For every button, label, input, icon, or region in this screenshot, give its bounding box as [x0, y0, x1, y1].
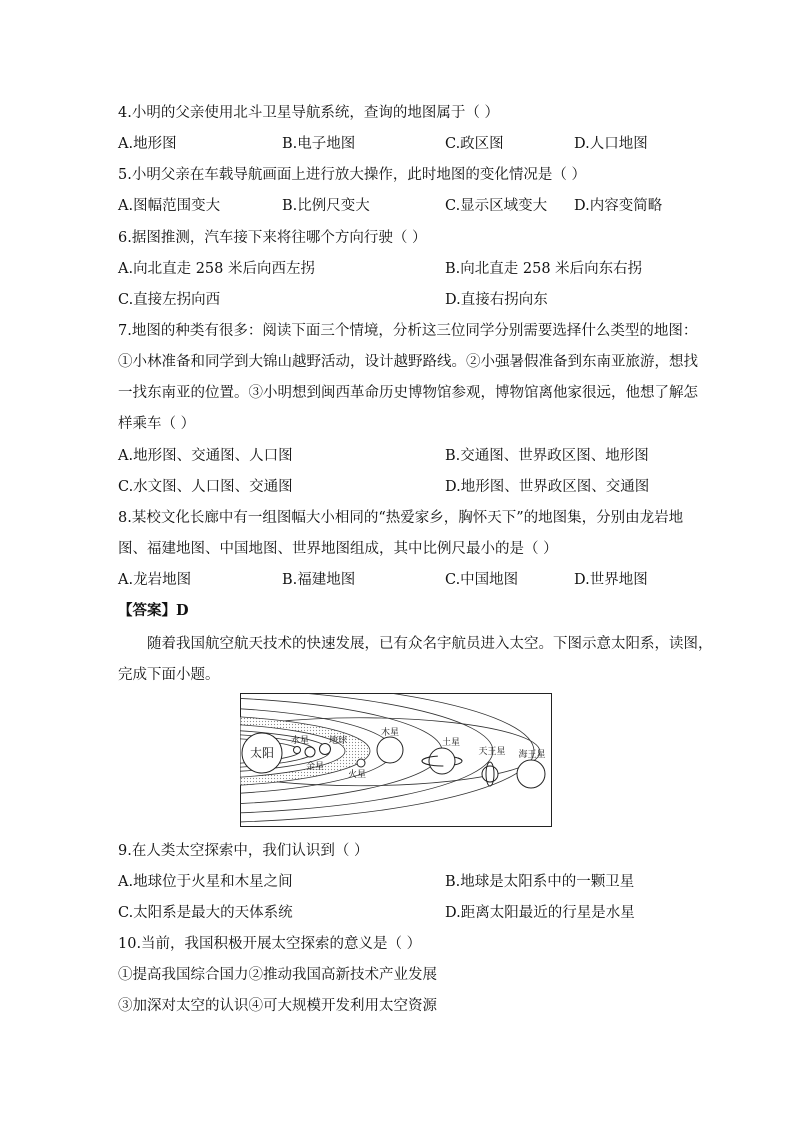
sun-label: 太阳 [249, 746, 275, 760]
mercury-body [294, 747, 301, 754]
saturn-body [429, 748, 455, 774]
mars-body [357, 759, 365, 767]
question-5-stem: 5.小明父亲在车载导航画面上进行放大操作，此时地图的变化情况是（ ） [118, 167, 586, 183]
uranus-label: 天王星 [478, 747, 506, 757]
q7-option-a[interactable]: A.地形图、交通图、人口图 [118, 448, 293, 464]
solar-system-figure [240, 693, 552, 827]
question-7-stem-line-2: ①小林准备和同学到大锦山越野活动，设计越野路线。②小强暑假准备到东南亚旅游，想找 [118, 354, 698, 370]
q8-option-b[interactable]: B.福建地图 [282, 572, 356, 588]
question-7-stem-line-1: 7.地图的种类有很多：阅读下面三个情境，分析这三位同学分别需要选择什么类型的地图： [118, 323, 698, 339]
jupiter-label: 木星 [380, 728, 400, 738]
uranus-body [482, 766, 498, 782]
mercury-label: 水星 [290, 736, 310, 746]
question-7-stem-line-3: 一找东南亚的位置。③小明想到闽西革命历史博物馆参观，博物馆离他家很远，他想了解怎 [118, 385, 698, 401]
q8-option-a[interactable]: A.龙岩地图 [118, 572, 192, 588]
q9-option-b[interactable]: B.地球是太阳系中的一颗卫星 [445, 874, 635, 890]
mars-label: 火星 [347, 770, 367, 780]
question-8-stem-line-2: 图、福建地图、中国地图、世界地图组成，其中比例尺最小的是（ ） [118, 541, 558, 557]
neptune-label: 海王星 [518, 750, 546, 760]
q5-option-d[interactable]: D.内容变简略 [574, 198, 663, 214]
venus-label: 金星 [305, 762, 325, 772]
question-9-stem: 9.在人类太空探索中，我们认识到（ ） [118, 843, 369, 859]
q10-statement-line-2: ③加深对太空的认识④可大规模开发利用太空资源 [118, 998, 437, 1014]
q6-option-d[interactable]: D.直接右拐向东 [445, 292, 548, 308]
intro-line-2: 完成下面小题。 [118, 667, 220, 683]
q5-option-b[interactable]: B.比例尺变大 [282, 198, 370, 214]
q7-option-c[interactable]: C.水文图、人口图、交通图 [118, 479, 293, 495]
question-10-stem: 10.当前，我国积极开展太空探索的意义是（ ） [118, 936, 422, 952]
question-8-stem-line-1: 8.某校文化长廊中有一组图幅大小相同的“热爱家乡，胸怀天下”的地图集，分别由龙岩地 [118, 510, 684, 526]
question-6-stem: 6.据图推测，汽车接下来将往哪个方向行驶（ ） [118, 230, 427, 246]
q5-option-c[interactable]: C.显示区域变大 [445, 198, 548, 214]
q6-option-a[interactable]: A.向北直走 258 米后向西左拐 [118, 261, 315, 277]
q4-option-a[interactable]: A.地形图 [118, 136, 177, 152]
venus-body [305, 747, 315, 757]
q6-option-c[interactable]: C.直接左拐向西 [118, 292, 221, 308]
question-4-stem: 4.小明的父亲使用北斗卫星导航系统，查询的地图属于（ ） [118, 105, 499, 121]
q9-option-a[interactable]: A.地球位于火星和木星之间 [118, 874, 293, 890]
jupiter-body [377, 737, 403, 763]
q7-option-d[interactable]: D.地形图、世界政区图、交通图 [445, 479, 650, 495]
intro-line-1: 随着我国航空航天技术的快速发展，已有众名宇航员进入太空。下图示意太阳系，读图， [147, 636, 713, 652]
saturn-label: 土星 [441, 738, 461, 748]
q5-option-a[interactable]: A.图幅范围变大 [118, 198, 221, 214]
q9-option-d[interactable]: D.距离太阳最近的行星是水星 [445, 905, 635, 921]
answer-label: 【答案】D [118, 602, 189, 619]
q6-option-b[interactable]: B.向北直走 258 米后向东右拐 [445, 261, 643, 277]
neptune-body [517, 760, 545, 788]
q10-statement-line-1: ①提高我国综合国力②推动我国高新技术产业发展 [118, 967, 437, 983]
q4-option-c[interactable]: C.政区图 [445, 136, 504, 152]
q8-option-c[interactable]: C.中国地图 [445, 572, 519, 588]
q9-option-c[interactable]: C.太阳系是最大的天体系统 [118, 905, 293, 921]
q7-option-b[interactable]: B.交通图、世界政区图、地形图 [445, 448, 649, 464]
earth-label: 地球 [328, 736, 348, 746]
q4-option-b[interactable]: B.电子地图 [282, 136, 356, 152]
q4-option-d[interactable]: D.人口地图 [574, 136, 648, 152]
q8-option-d[interactable]: D.世界地图 [574, 572, 648, 588]
question-7-stem-line-4: 样乘车（ ） [118, 416, 196, 432]
